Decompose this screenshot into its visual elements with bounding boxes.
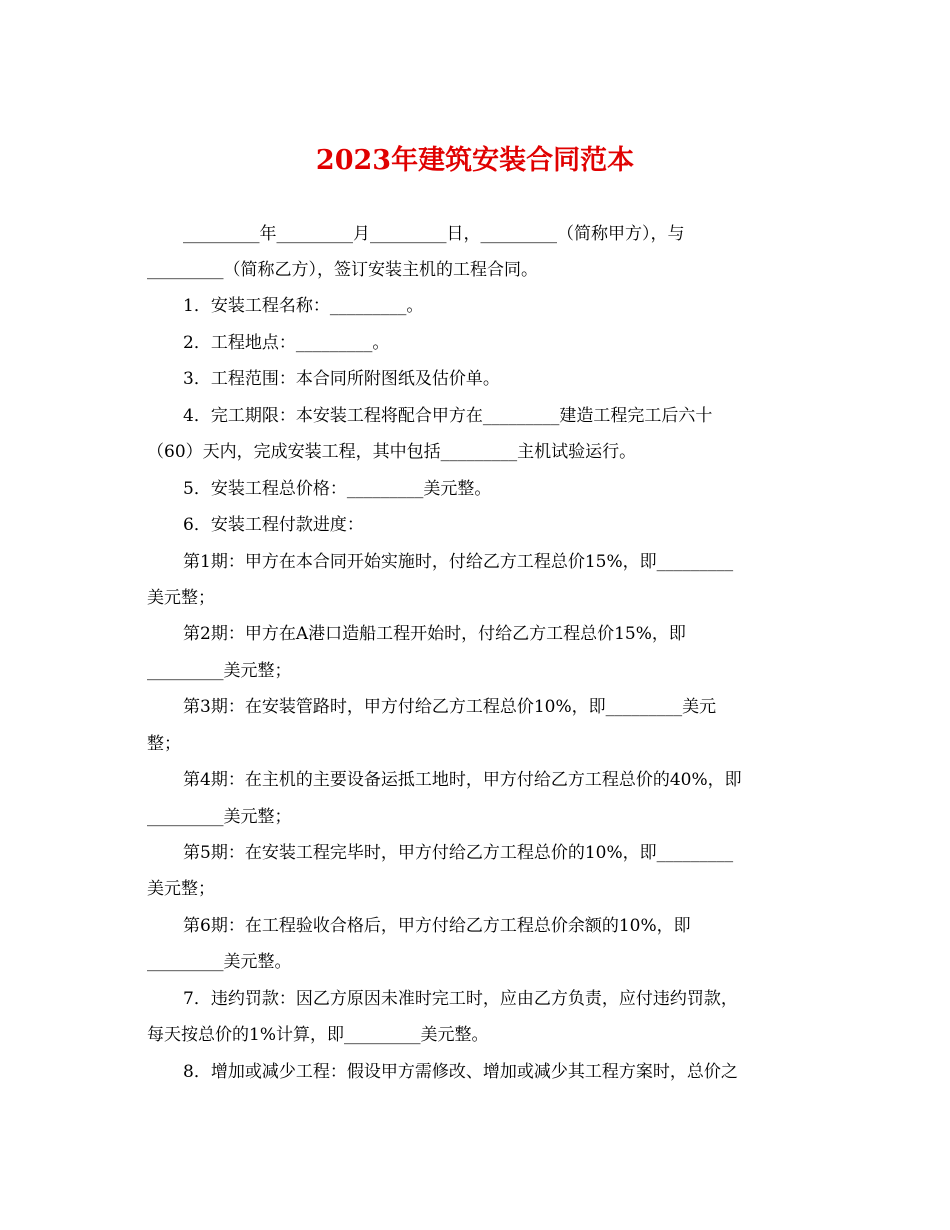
installment-2-line-cont: _________美元整； <box>147 661 292 681</box>
paragraph-line: _________年_________月_________日，_________（简称甲方），与 <box>183 224 685 244</box>
clause-7-line: 7．违约罚款：因乙方原因未准时完工时，应由乙方负责，应付违约罚款， <box>183 989 738 1009</box>
clause-4-line-cont: （60）天内，完成安装工程，其中包括_________主机试验运行。 <box>147 442 637 462</box>
clause-7-line-cont: 每天按总价的1%计算，即_________美元整。 <box>147 1025 489 1045</box>
installment-6-line-cont: _________美元整。 <box>147 952 292 972</box>
installment-3-line-cont: 整； <box>147 734 181 754</box>
installment-5-line-cont: 美元整； <box>147 879 215 899</box>
installment-6-line: 第6期：在工程验收合格后，甲方付给乙方工程总价余额的10%，即 <box>183 916 691 936</box>
clause-6-line: 6．安装工程付款进度： <box>183 515 364 535</box>
installment-4-line: 第4期：在主机的主要设备运抵工地时，甲方付给乙方工程总价的40%，即 <box>183 770 742 790</box>
paragraph-line: _________（简称乙方），签订安装主机的工程合同。 <box>147 260 538 280</box>
document-title: 2023年建筑安装合同范本 <box>315 145 635 176</box>
installment-3-line: 第3期：在安装管路时，甲方付给乙方工程总价10%，即_________美元 <box>183 697 717 717</box>
clause-8-line: 8．增加或减少工程：假设甲方需修改、增加或减少其工程方案时，总价之 <box>183 1062 738 1082</box>
installment-2-line: 第2期：甲方在A港口造船工程开始时，付给乙方工程总价15%，即 <box>183 624 686 644</box>
installment-5-line: 第5期：在安装工程完毕时，甲方付给乙方工程总价的10%，即_________ <box>183 843 734 863</box>
clause-4-line: 4．完工期限：本安装工程将配合甲方在_________建造工程完工后六十 <box>183 406 713 426</box>
clause-2-line: 2．工程地点：_________。 <box>183 333 390 353</box>
installment-1-line-cont: 美元整； <box>147 588 215 608</box>
installment-4-line-cont: _________美元整； <box>147 807 292 827</box>
clause-3-line: 3．工程范围：本合同所附图纸及估价单。 <box>183 369 500 389</box>
clause-1-line: 1．安装工程名称：_________。 <box>183 296 424 316</box>
installment-1-line: 第1期：甲方在本合同开始实施时，付给乙方工程总价15%，即_________ <box>183 552 734 572</box>
clause-5-line: 5．安装工程总价格：_________美元整。 <box>183 479 492 499</box>
